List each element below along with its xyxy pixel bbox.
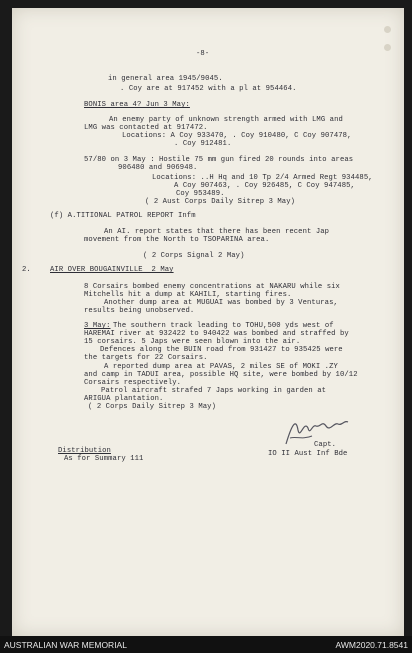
text-line: Locations: ..H Hq and 10 Tp 2/4 Armed Regt 934485,	[152, 174, 373, 182]
date-heading: 3 May:	[84, 322, 111, 330]
text-line: LMG was contacted at 917472.	[84, 124, 208, 132]
text-line: 906480 and 906948.	[118, 164, 198, 172]
text-line: the targets for 22 Corsairs.	[84, 354, 208, 362]
text-line: and camp in TADUI area, possible HQ site, were bombed by 10/12	[84, 371, 358, 379]
page-number: -8-	[196, 50, 210, 58]
distribution-text: As for Summary 111	[64, 455, 144, 463]
text-line: Another dump area at MUGUAI was bombed by 3 Venturas,	[104, 299, 338, 307]
section-heading: AIR OVER BOUGAINVILLE 2 May	[50, 266, 174, 274]
archive-id: AWM2020.71.8541	[335, 640, 408, 650]
text-line: Patrol aircraft strafed 7 Japs working in garden at	[101, 387, 327, 395]
archive-footer	[0, 636, 412, 653]
text-line: Coy 953489.	[176, 190, 225, 198]
text-line: A reported dump area at PAVAS, 2 miles SE of MOKI .ZY	[104, 363, 338, 371]
distribution-heading: Distribution	[58, 447, 111, 455]
text-line: A Coy 907463, . Coy 926485, C Coy 947485,	[174, 182, 355, 190]
punch-hole	[384, 26, 391, 33]
text-line: 8 Corsairs bombed enemy concentrations at NAKARU while six	[84, 283, 340, 291]
text-line: ARIGUA plantation.	[84, 395, 164, 403]
text-line: An enemy party of unknown strength armed with LMG and	[109, 116, 343, 124]
text-line: The southern track leading to TOHU,500 yds west of	[113, 322, 334, 330]
text-line: Corsairs respectively.	[84, 379, 182, 387]
archive-name: AUSTRALIAN WAR MEMORIAL	[4, 640, 127, 650]
text-line: Locations: A Coy 933470, . Coy 910480, C Coy 907478,	[122, 132, 352, 140]
text-line: in general area 1945/9045.	[108, 75, 223, 83]
text-line: An AI. report states that there has been recent Jap	[104, 228, 330, 236]
text-line: ( 2 Aust Corps Daily Sitrep 3 May)	[145, 198, 296, 206]
punch-hole	[384, 44, 391, 51]
text-line: Mitchells hit a dump at KAHILI, starting fires.	[84, 291, 292, 299]
text-line: movement from the North to TSOPARINA area.	[84, 236, 270, 244]
text-line: Defences along the BUIN road from 931427 to 935425 were	[100, 346, 343, 354]
text-line: . Coy are at 917452 with a pl at 954464.	[120, 85, 297, 93]
signatory-rank: Capt.	[314, 441, 337, 449]
section-heading: (f) A.TITIONAL PATROL REPORT Infm	[50, 212, 196, 220]
section-heading: BONIS area 4? Jun 3 May:	[84, 101, 190, 109]
text-line: . Coy 912481.	[174, 140, 232, 148]
text-line: ( 2 Corps Daily Sitrep 3 May)	[88, 403, 216, 411]
text-line: results being unobserved.	[84, 307, 195, 315]
section-number: 2.	[22, 266, 31, 274]
text-line: ( 2 Corps Signal 2 May)	[143, 252, 245, 260]
text-line: HAREMAI river at 932422 to 940422 was bombed and straffed by	[84, 330, 349, 338]
signatory-unit: IO II Aust Inf Bde	[268, 450, 348, 458]
text-line: 15 corsairs. 5 Japs were seen blown into the air.	[84, 338, 301, 346]
text-line: 57/80 on 3 May : Hostile 75 mm gun fired 20 rounds into areas	[84, 156, 354, 164]
